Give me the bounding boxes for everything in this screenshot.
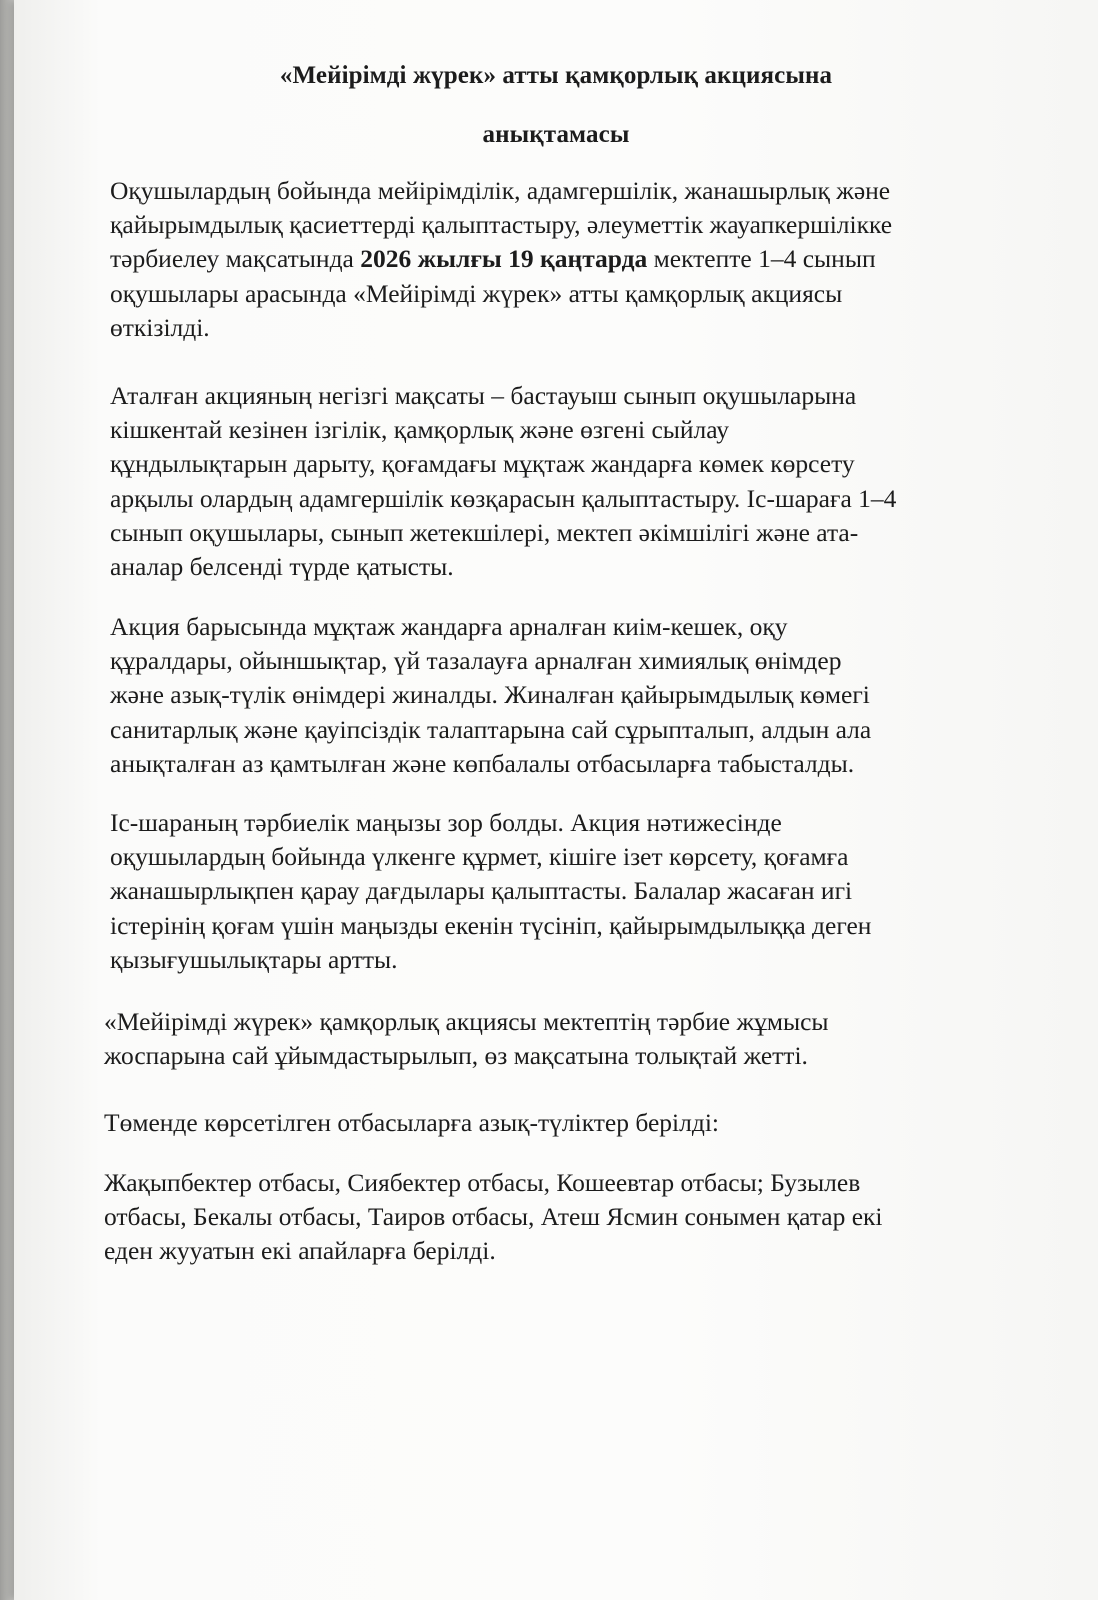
paragraph-line: құндылықтарын дарыту, қоғамдағы мұқтаж жандарға көмек көрсету <box>110 449 855 479</box>
paragraph-families-intro <box>104 1106 719 1140</box>
document-title-line-2: анықтамасы <box>482 121 630 148</box>
text-span: мектепте 1–4 сынып <box>647 244 876 274</box>
paragraph-line: кішкентай кезінен ізгілік, қамқорлық және өзгені сыйлау <box>110 415 730 445</box>
document-title-line-1: «Мейірімді жүрек» атты қамқорлық акциясына <box>279 62 833 89</box>
paragraph-line: құралдары, ойыншықтар, үй тазалауға арналған химиялық өнімдер <box>110 646 842 676</box>
paragraph-goal <box>110 379 896 584</box>
paragraph-line: жанашырлықпен қарау дағдылары қалыптасты. Балалар жасаған игі <box>110 876 853 906</box>
paragraph-line: жоспарына сай ұйымдастырылып, өз мақсатына толықтай жетті. <box>104 1041 808 1071</box>
paragraph-line: істерінің қоғам үшін маңызды екенін түсініп, қайырымдылыққа деген <box>110 910 872 940</box>
paragraph-line: қызығушылықтары артты. <box>110 944 398 974</box>
paragraph-line: анықталған аз қамтылған және көпбалалы отбасыларға табысталды. <box>110 748 855 778</box>
document-page <box>14 0 1098 1600</box>
paragraph-line: оқушылары арасында «Мейірімді жүрек» атты қамқорлық акциясы <box>110 278 843 308</box>
paragraph-line: сынып оқушылары, сынып жетекшілері, мектеп әкімшілігі және ата- <box>110 517 859 547</box>
paragraph-line: аналар белсенді түрде қатысты. <box>110 552 454 582</box>
paragraph-line: «Мейірімді жүрек» қамқорлық акциясы мектептің тәрбие жұмысы <box>104 1007 829 1036</box>
paragraph-conclusion <box>104 1005 829 1073</box>
paragraph-collection <box>110 610 871 781</box>
paragraph-line: және азық-түлік өнімдері жиналды. Жиналған қайырымдылық көмегі <box>110 680 870 710</box>
paragraph-line: оқушылардың бойында үлкенге құрмет, кішіге ізет көрсету, қоғамға <box>110 842 849 872</box>
paragraph-line <box>110 242 892 276</box>
paragraph-line: Аталған акцияның негізгі мақсаты – бастауыш сынып оқушыларына <box>110 381 857 410</box>
paragraph-line: арқылы олардың адамгершілік көзқарасын қалыптастыру. Іс-шараға 1–4 <box>110 483 897 513</box>
paragraph-line: санитарлық және қауіпсіздік талаптарына сай сұрыпталып, алдын ала <box>110 714 872 744</box>
paragraph-line: Төменде көрсетілген отбасыларға азық-түліктер берілді: <box>104 1108 720 1137</box>
paragraph-families-list <box>104 1166 883 1269</box>
paragraph-line: отбасы, Бекалы отбасы, Таиров отбасы, Атеш Ясмин сонымен қатар екі <box>104 1202 883 1232</box>
paragraph-line: Жақыпбектер отбасы, Сиябектер отбасы, Кошеевтар отбасы; Бузылев <box>104 1168 861 1197</box>
paragraph-line: өткізілді. <box>110 312 210 342</box>
paragraph-line: еден жууатын екі апайларға берілді. <box>104 1236 496 1266</box>
paragraph-significance <box>110 806 871 977</box>
paragraph-line: Акция барысында мұқтаж жандарға арналған киім-кешек, оқу <box>110 612 788 641</box>
paragraph-line: Іс-шараның тәрбиелік маңызы зор болды. Акция нәтижесінде <box>110 808 782 837</box>
event-date: 2026 жылғы 19 қаңтарда <box>360 244 648 274</box>
text-span: тәрбиелеу мақсатында <box>110 244 361 274</box>
paragraph-line: қайырымдылық қасиеттерді қалыптастыру, әлеуметтік жауапкершілікке <box>110 210 893 240</box>
paragraph-intro <box>110 174 892 345</box>
paragraph-line: Оқушылардың бойында мейірімділік, адамгершілік, жанашырлық және <box>110 176 891 205</box>
